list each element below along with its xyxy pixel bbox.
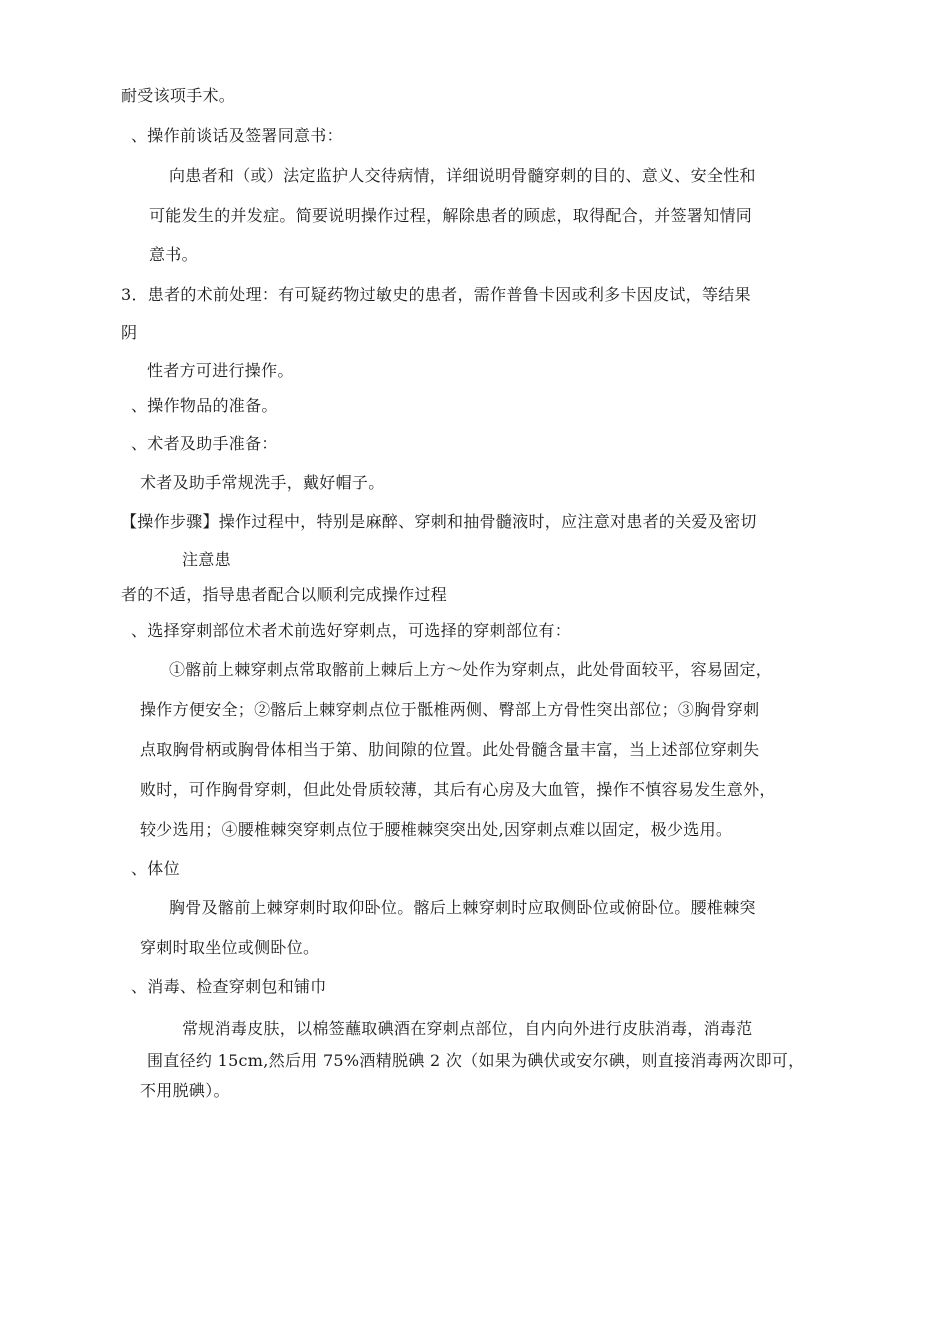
text-line-20: 较少选用；④腰椎棘突穿刺点位于腰椎棘突突出处,因穿刺点难以固定，极少选用。 bbox=[140, 820, 733, 839]
text-line-14: 者的不适，指导患者配合以顺利完成操作过程 bbox=[121, 585, 448, 604]
text-line-27: 不用脱碘）。 bbox=[140, 1081, 230, 1100]
heading-supplies: 、操作物品的准备。 bbox=[131, 396, 278, 415]
text-line-22: 胸骨及髂前上棘穿刺时取仰卧位。髂后上棘穿刺时应取侧卧位或俯卧位。腰椎棘突 bbox=[169, 898, 756, 917]
text-line-17: 操作方便安全；②髂后上棘穿刺点位于骶椎两侧、臀部上方骨性突出部位；③胸骨穿刺 bbox=[140, 700, 760, 719]
heading-puncture-site: 、选择穿刺部位术者术前选好穿刺点，可选择的穿刺部位有： bbox=[131, 621, 572, 640]
heading-steps: 【操作步骤】操作过程中，特别是麻醉、穿刺和抽骨髓液时，应注意对患者的关爱及密切 bbox=[121, 512, 757, 531]
text-line-26: 围直径约 15cm,然后用 75%酒精脱碘 2 次（如果为碘伏或安尔碘，则直接消毒两次即可， bbox=[147, 1051, 805, 1070]
text-line-5: 意书。 bbox=[149, 245, 198, 264]
text-line-13: 注意患 bbox=[182, 550, 231, 569]
heading-disinfection: 、消毒、检查穿刺包和铺巾 bbox=[131, 977, 327, 996]
text-line-11: 术者及助手常规洗手，戴好帽子。 bbox=[140, 473, 385, 492]
text-line-16: ①髂前上棘穿刺点常取髂前上棘后上方～处作为穿刺点，此处骨面较平，容易固定， bbox=[169, 660, 773, 679]
text-line-19: 败时，可作胸骨穿刺，但此处骨质较薄，其后有心房及大血管，操作不慎容易发生意外， bbox=[140, 780, 776, 799]
heading-staff-prep: 、术者及助手准备： bbox=[131, 434, 278, 453]
text-line-18: 点取胸骨柄或胸骨体相当于第、肋间隙的位置。此处骨髓含量丰富，当上述部位穿刺失 bbox=[140, 740, 760, 759]
text-line-3: 向患者和（或）法定监护人交待病情，详细说明骨髓穿刺的目的、意义、安全性和 bbox=[169, 166, 756, 185]
heading-position: 、体位 bbox=[131, 859, 180, 878]
text-line-4: 可能发生的并发症。简要说明操作过程，解除患者的顾虑，取得配合，并签署知情同 bbox=[149, 206, 753, 225]
text-line-23: 穿刺时取坐位或侧卧位。 bbox=[140, 938, 320, 957]
heading-preop: 3．患者的术前处理：有可疑药物过敏史的患者，需作普鲁卡因或利多卡因皮试，等结果 bbox=[121, 285, 751, 304]
text-line-7: 阴 bbox=[121, 323, 138, 342]
heading-consent: 、操作前谈话及签署同意书： bbox=[131, 126, 343, 145]
text-line-8: 性者方可进行操作。 bbox=[147, 361, 294, 380]
text-line-1: 耐受该项手术。 bbox=[121, 86, 236, 105]
text-line-25: 常规消毒皮肤，以棉签蘸取碘酒在穿刺点部位，自内向外进行皮肤消毒，消毒范 bbox=[182, 1019, 753, 1038]
